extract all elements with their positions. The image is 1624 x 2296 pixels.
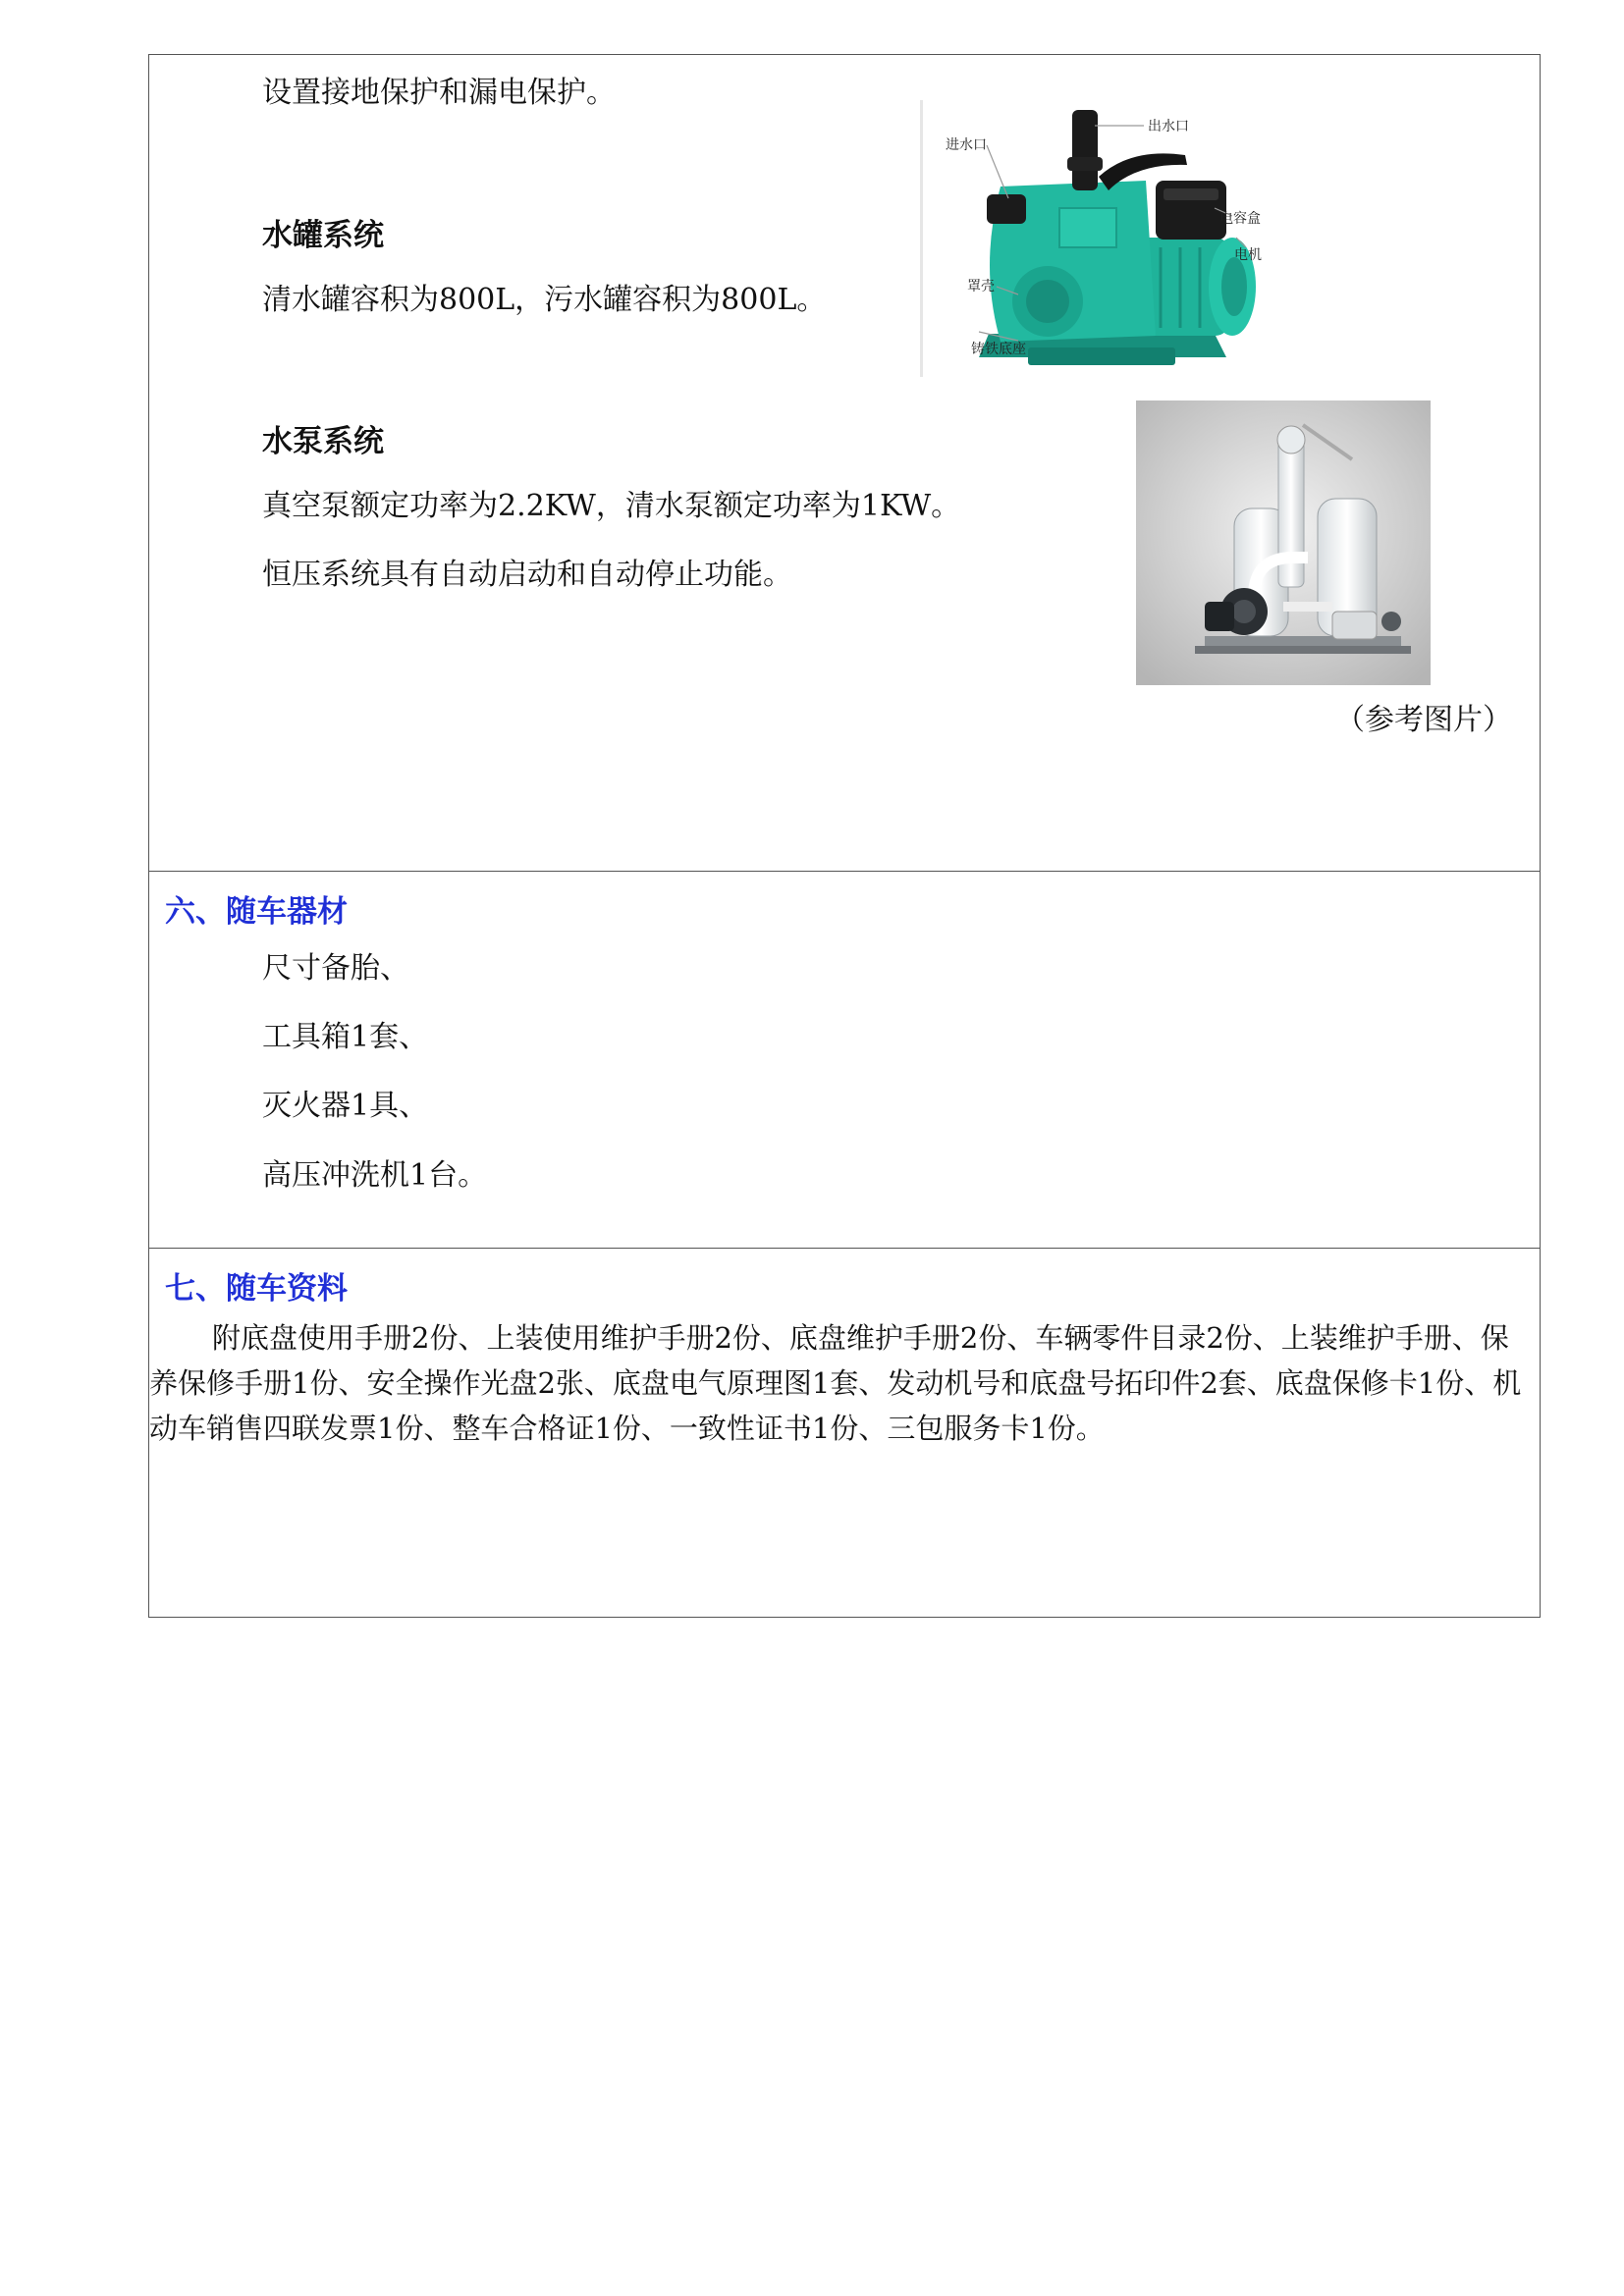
label-housing: 罩壳	[967, 279, 995, 294]
reference-image-caption: （参考图片）	[1335, 703, 1512, 737]
documents-list-text: 附底盘使用手册2份、上装使用维护手册2份、底盘维护手册2份、车辆零件目录2份、上装维护手册、保养保修手册1份、安全操作光盘2张、底盘电气原理图1套、发动机号和底盘号拓印件2套、底盘保修卡1份、机动车销售四联发票1份、整车合格证1份、一致性证书1份、三包服务卡1份。	[149, 1321, 1522, 1445]
label-motor: 电机	[1234, 247, 1262, 263]
label-capacitor-box: 电容盒	[1219, 211, 1261, 227]
ground-protection-text: 设置接地保护和漏电保护。	[262, 76, 616, 110]
tank-system-heading: 水罐系统	[262, 218, 384, 253]
label-base: 铸铁底座	[971, 342, 1026, 357]
section-5-continued	[149, 55, 1540, 871]
section-6-accessories	[149, 871, 1540, 1248]
label-inlet: 进水口	[946, 137, 987, 153]
accessory-item: 灭火器1具、	[262, 1089, 429, 1123]
tank-capacity-text: 清水罐容积为800L，污水罐容积为800L。	[262, 283, 827, 317]
pump-power-text: 真空泵额定功率为2.2KW，清水泵额定功率为1KW。	[262, 489, 961, 523]
accessories-heading: 六、随车器材	[165, 894, 348, 930]
constant-pressure-text: 恒压系统具有自动启动和自动停止功能。	[262, 558, 792, 592]
section-7-documents	[149, 1248, 1540, 1617]
accessory-item: 尺寸备胎、	[262, 951, 409, 986]
pump-system-heading: 水泵系统	[262, 424, 384, 459]
water-pump-diagram	[920, 100, 1273, 377]
vacuum-system-photo	[1136, 400, 1431, 685]
label-outlet: 出水口	[1148, 119, 1189, 134]
accessory-item: 高压冲洗机1台。	[262, 1158, 488, 1193]
accessory-item: 工具箱1套、	[262, 1020, 429, 1054]
documents-heading: 七、随车资料	[165, 1271, 348, 1307]
spec-table	[148, 54, 1541, 1618]
